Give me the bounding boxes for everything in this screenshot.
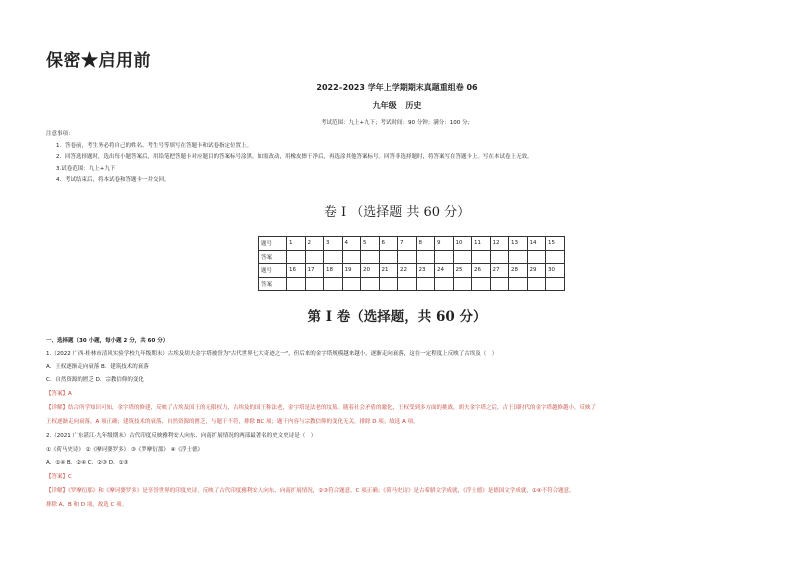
question-1-answer: 【答案】A: [46, 391, 72, 397]
table-cell: 11: [472, 237, 491, 251]
note-item: 1．答卷前，考生务必将自己的姓名、考生号等填写在答题卡和试卷指定位置上。: [56, 142, 253, 149]
table-cell: 8: [416, 237, 435, 251]
table-row: [259, 250, 565, 264]
answer-cell: [546, 277, 565, 291]
table-cell: 15: [546, 237, 565, 251]
answer-cell: [435, 277, 454, 291]
table-cell: 24: [435, 264, 454, 278]
question-2-stem: 2.（2021 广东湛江·九年级期末）古代印度反映雅利安人向东、向南扩展情况的两部最著名的史文史诗是（ ）: [46, 433, 317, 439]
volume1-title: 卷 I （选择题 共 60 分）: [323, 205, 471, 220]
table-cell: 5: [361, 237, 380, 251]
answer-cell: [527, 277, 546, 291]
answer-table: [258, 236, 565, 291]
exam-info: 考试范围：九上+九下；考试时间：90 分钟；满分：100 分；: [320, 120, 474, 126]
answer-cell: [472, 250, 491, 264]
answer-cell: [324, 250, 343, 264]
table-cell: 3: [324, 237, 343, 251]
table-cell: 30: [546, 264, 565, 278]
answer-cell: [305, 277, 324, 291]
table-cell: 28: [509, 264, 528, 278]
table-cell: 20: [361, 264, 380, 278]
answer-cell: [342, 277, 361, 291]
answer-cell: [324, 277, 343, 291]
volume2-title: 第 I 卷（选择题，共 60 分）: [307, 309, 487, 325]
table-cell: 9: [435, 237, 454, 251]
table-cell: 10: [453, 237, 472, 251]
question-2-options: A．①④ B．②④ C．②③ D．①③: [46, 460, 129, 466]
table-cell: 13: [509, 237, 528, 251]
answer-cell: [416, 250, 435, 264]
answer-cell: [453, 277, 472, 291]
question-1-stem: 1.（2022 广西·桂林市清风实验学校九年级期末）古埃及胡夫金字塔被誉为"古代世界七大奇迹之一"，但后来的金字塔规模越来越小，逐渐走向衰落，这在一定程度上反映了古埃及（ ）: [46, 351, 498, 357]
table-cell: 答案: [259, 277, 287, 291]
exam-subtitle: 九年级 历史: [372, 101, 422, 110]
answer-cell: [379, 250, 398, 264]
table-cell: 答案: [259, 250, 287, 264]
table-cell: 题号: [259, 237, 287, 251]
table-cell: 29: [527, 264, 546, 278]
table-cell: 16: [287, 264, 306, 278]
answer-cell: [472, 277, 491, 291]
table-cell: 19: [342, 264, 361, 278]
exam-title: 2022–2023 学年上学期期末真题重组卷 06: [316, 83, 478, 92]
table-row: [259, 277, 565, 291]
answer-cell: [546, 250, 565, 264]
table-cell: 14: [527, 237, 546, 251]
question-2-detail: 排除 A、B 和 D 项，故选 C 项。: [46, 502, 128, 508]
answer-cell: [416, 277, 435, 291]
answer-cell: [361, 277, 380, 291]
notes-block: [46, 129, 533, 187]
table-cell: 21: [379, 264, 398, 278]
table-cell: 12: [490, 237, 509, 251]
table-cell: 1: [287, 237, 306, 251]
table-cell: 22: [398, 264, 417, 278]
answer-cell: [287, 277, 306, 291]
table-cell: 6: [379, 237, 398, 251]
table-row: [259, 264, 565, 278]
answer-cell: [527, 250, 546, 264]
question-1-detail: 王权逐渐走向衰落，A 项正确；建筑技术的衰落、自然资源的匮乏，与题干不符，排除 BC 项；题干内容与宗教信仰的变化无关，排除 D 项；故选 A 项。: [46, 419, 419, 425]
table-cell: 17: [305, 264, 324, 278]
answer-cell: [509, 277, 528, 291]
answer-cell: [490, 250, 509, 264]
table-cell: 2: [305, 237, 324, 251]
answer-cell: [361, 250, 380, 264]
section-heading: 一、选择题（30 小题，每小题 2 分，共 60 分）: [46, 338, 169, 344]
table-cell: 7: [398, 237, 417, 251]
question-2-answer: 【答案】C: [46, 474, 72, 480]
question-2-detail: 【详解】《罗摩衍那》和《摩诃婆罗多》是享誉世界的印度史诗，反映了古代印度雅利安人向东、向南扩展情况，②③符合题意，C 项正确；《荷马史诗》是古希腊文学成就，《浮士德》是德国文学成就，①④不符合题意，: [46, 488, 575, 494]
answer-cell: [342, 250, 361, 264]
answer-cell: [379, 277, 398, 291]
question-2-options: ①《荷马史诗》 ②《摩诃婆罗多》 ③《罗摩衍那》 ④《浮士德》: [46, 447, 203, 453]
answer-cell: [287, 250, 306, 264]
answer-cell: [398, 277, 417, 291]
answer-cell: [398, 250, 417, 264]
secret-mark: 保密★启用前: [46, 51, 151, 71]
table-cell: 26: [472, 264, 491, 278]
table-cell: 题号: [259, 264, 287, 278]
table-cell: 4: [342, 237, 361, 251]
table-cell: 23: [416, 264, 435, 278]
answer-cell: [435, 250, 454, 264]
note-item: 3.试卷范围：九上+九下: [56, 165, 116, 172]
table-row: [259, 237, 565, 251]
question-1-detail: 【详解】结合所学知识可知，金字塔的修建，反映了古埃及国王的无限权力，古埃及的国王称法老，金字塔是法老的坟墓。随着社会矛盾的激化，王权受到多方面的挑战，胡夫金字塔之后，古王国时代的金字塔越修越小，反映了: [46, 405, 597, 411]
answer-cell: [509, 250, 528, 264]
question-1-options: A．王权逐渐走向衰落 B．建筑技术的衰落: [46, 364, 149, 370]
table-cell: 27: [490, 264, 509, 278]
answer-cell: [305, 250, 324, 264]
question-1-options: C．自然资源的匮乏 D．宗教信仰的变化: [46, 377, 144, 383]
table-cell: 18: [324, 264, 343, 278]
table-cell: 25: [453, 264, 472, 278]
answer-cell: [453, 250, 472, 264]
answer-cell: [490, 277, 509, 291]
notes-heading: 注意事项：: [46, 131, 74, 137]
note-item: 4．考试结束后，将本试卷和答题卡一并交回。: [56, 177, 170, 183]
note-item: 2．回答选择题时，选出每小题答案后，用铅笔把答题卡对应题目的答案标号涂黑。如需改动，用橡皮擦干净后，再选涂其他答案标号。回答非选择题时，将答案写在答题卡上。写在本试卷上无效。: [56, 154, 533, 160]
